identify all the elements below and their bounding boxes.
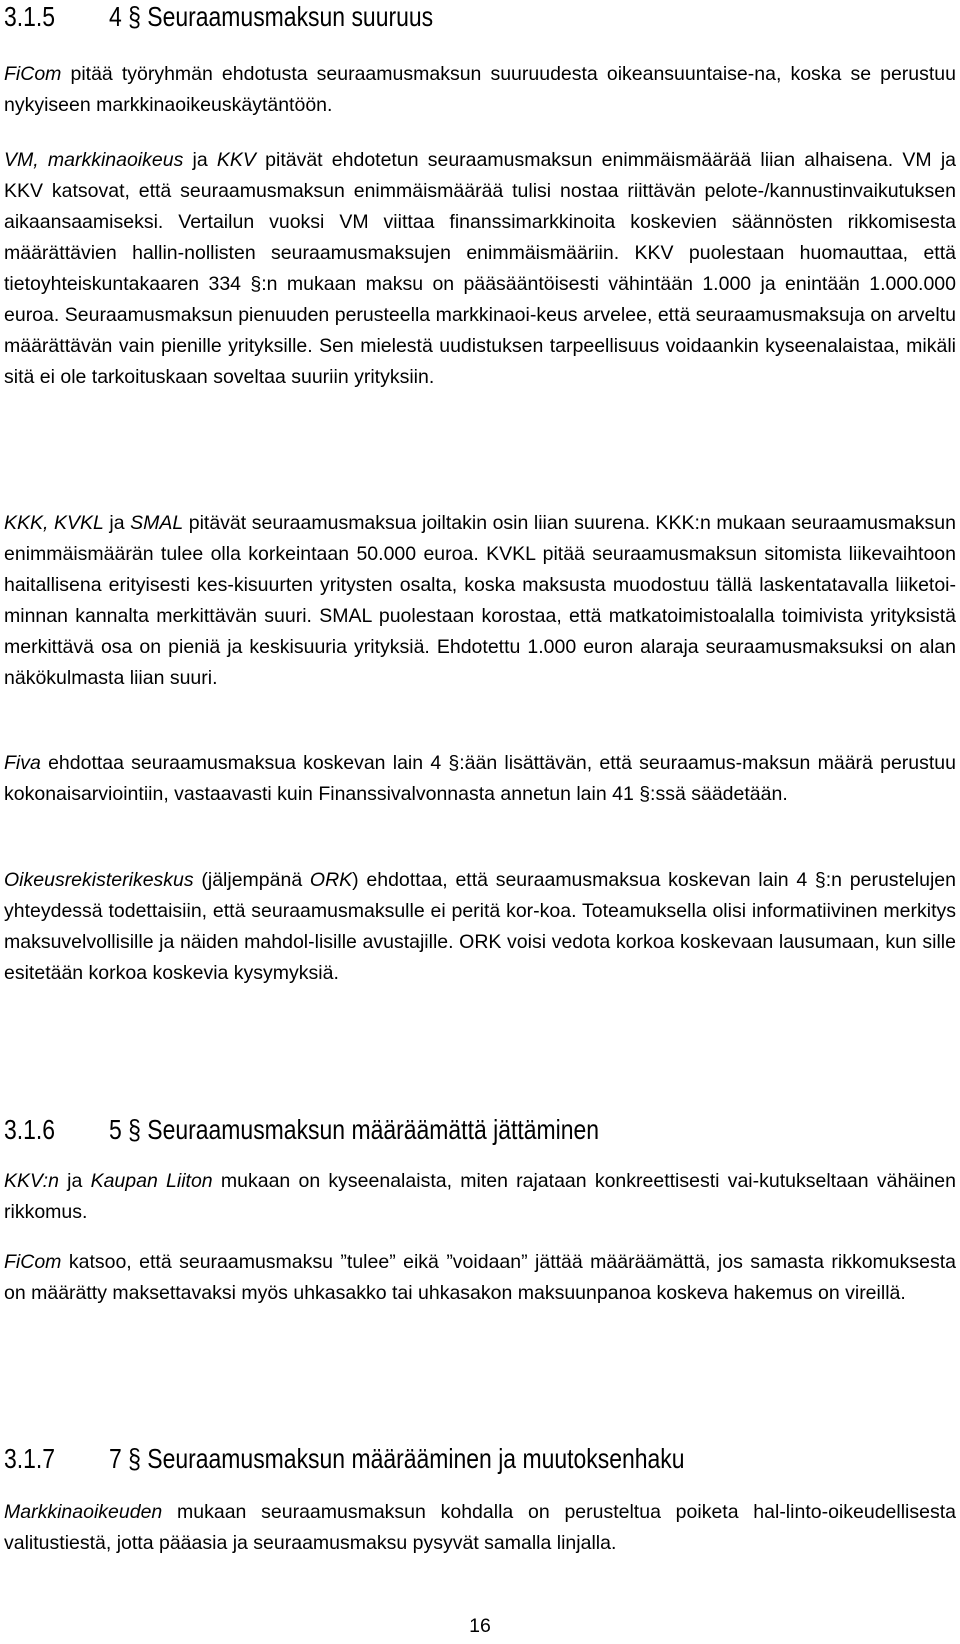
entity-name: Oikeusrekisterikeskus (4, 869, 194, 891)
section-number: 3.1.7 (4, 1443, 56, 1474)
section-heading (4, 0, 785, 34)
connector-text: ja (183, 149, 217, 171)
section-heading (4, 1113, 785, 1147)
paragraph-text: katsoo, että seuraamusmaksu ”tulee” eikä ”voidaan” jättää määräämättä, jos samasta rikkomuksesta on määrätty maksettavaksi myös uhkasakko tai uhkasakon maksuunpanoa koskeva hakemus on vireillä. (4, 1251, 956, 1304)
entity-name: VM, markkinaoikeus (4, 149, 184, 171)
entity-name: Fiva (4, 752, 41, 774)
paragraph (4, 508, 956, 694)
section-title: 5 § Seuraamusmaksun määräämättä jättäminen (108, 1114, 600, 1145)
paragraph-text: ) ehdottaa, että seuraamusmaksua koskevan lain 4 §:n perustelujen yhteydessä todettaisiin, että seuraamusmaksulle ei peritä kor-koa. Toteamuksella olisi informatiivinen merkitys maksuvelvollisille ja näiden mahdol-lisille avustajille. ORK voisi vedota korkoa koskevaan lausumaan, kun sille esitetään korkoa koskevia kysymyksiä. (4, 869, 956, 984)
paragraph-text: pitävät seuraamusmaksua joiltakin osin liian suurena. KKK:n mukaan seuraamusmaksun enimmäismäärän tulee olla korkeintaan 50.000 euroa. KVKL pitää seuraamusmaksun sitomista liikevaihtoon haitallisena erityisesti kes-kisuurten yritysten osalta, koska maksusta muodostuu tällä laskentatavalla liiketoi-minnan kannalta merkittävän suuri. SMAL puolestaan korostaa, että matkatoimistoalalla toimivista yrityksistä merkittävä osa on pieniä ja keskisuuria yrityksiä. Ehdotettu 1.000 euron alaraja seuraamusmaksuksi on alan näkökulmasta liian suuri. (4, 512, 956, 689)
section-title: 7 § Seuraamusmaksun määrääminen ja muutoksenhaku (108, 1443, 685, 1474)
paragraph (4, 1247, 956, 1309)
paragraph (4, 1497, 956, 1559)
connector-text: (jäljempänä (193, 869, 310, 891)
section-title: 4 § Seuraamusmaksun suuruus (108, 1, 434, 32)
connector-text: ja (58, 1170, 91, 1192)
entity-name: KKV:n (4, 1170, 59, 1192)
entity-name: Kaupan Liiton (90, 1170, 213, 1192)
paragraph (4, 748, 956, 810)
entity-name: KKK, KVKL (4, 512, 104, 534)
connector-text: ja (103, 512, 131, 534)
paragraph-text: mukaan on kyseenalaista, miten rajataan konkreettisesti vai-kutukseltaan vähäinen rikkomus. (4, 1170, 956, 1223)
entity-name: FiCom (4, 1251, 62, 1273)
paragraph-text: mukaan seuraamusmaksun kohdalla on perusteltua poiketa hal-linto-oikeudellisesta valitustiestä, jotta pääasia ja seuraamusmaksu pysyvät samalla linjalla. (4, 1501, 956, 1554)
entity-name: Markkinaoikeuden (4, 1501, 163, 1523)
section-number: 3.1.6 (4, 1114, 56, 1145)
entity-name: SMAL (130, 512, 184, 534)
paragraph-text: pitävät ehdotetun seuraamusmaksun enimmäismäärää liian alhaisena. VM ja KKV katsovat, että seuraamusmaksun enimmäismäärää tulisi nostaa riittävän pelote-/kannustinvaikutuksen aikaansaamiseksi. Vertailun vuoksi VM viittaa finanssimarkkinoita koskevien säännösten rikkomisesta määrättävien hallin-nollisten seuraamusmaksujen enimmäismääriin. KKV puolestaan huomauttaa, että tietoyhteiskuntakaaren 334 §:n mukaan maksu on pääsääntöisesti vähintään 1.000 ja enintään 1.000.000 euroa. Seuraamusmaksun pienuuden perusteella markkinaoi-keus arvelee, että seuraamusmaksuja on arveltu määrättävän vain pienille yrityksille. Sen mielestä uudistuksen tarpeellisuus voidaankin kyseenalaistaa, mikäli sitä ei ole tarkoituskaan soveltaa suuriin yrityksiin. (4, 149, 957, 388)
entity-name: FiCom (4, 63, 62, 85)
section-heading (4, 1442, 785, 1476)
entity-name: KKV (216, 149, 256, 171)
paragraph (4, 865, 956, 989)
entity-name: ORK (309, 869, 353, 891)
paragraph-text: ehdottaa seuraamusmaksua koskevan lain 4 §:ään lisättävän, että seuraamus-maksun määrä perustuu kokonaisarviointiin, vastaavasti kuin Finanssivalvonnasta annetun lain 41 §:ssä säädetään. (4, 752, 956, 805)
paragraph (4, 145, 956, 393)
section-number: 3.1.5 (4, 1, 56, 32)
paragraph-text: pitää työryhmän ehdotusta seuraamusmaksun suuruudesta oikeansuuntaise-na, koska se perustuu nykyiseen markkinaoikeuskäytäntöön. (4, 63, 956, 116)
page-number: 16 (469, 1615, 491, 1637)
paragraph (4, 1166, 956, 1228)
paragraph (4, 59, 956, 121)
